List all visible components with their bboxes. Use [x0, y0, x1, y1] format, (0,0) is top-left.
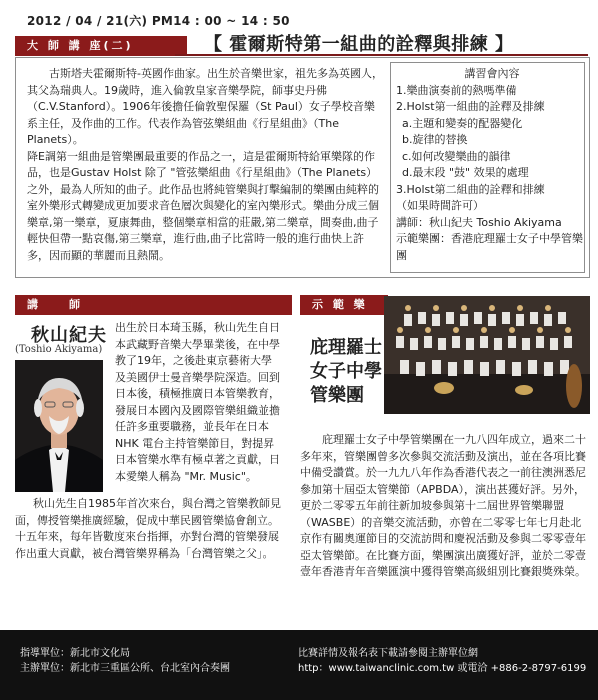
lecturer-name: 秋山紀夫 — [31, 325, 107, 346]
band-description: 庇理羅士女子中學管樂團在一九八四年成立，過來二十多年來，管樂團曾多次參與交流活動及演出，並在各項比賽中備受讚賞。於一九九八年作為香港代表之一前往澳洲悉尼參加第十屆亞太管樂節（APBDA），演出甚獲好評。另外，更於二零零五年前往新加坡參與第十二屆世界管樂聯盟 （WASBE）的音樂交流活動，亦曾在二零零七年七月赴北京作有關奧運節目的交流訪問和慶祝活動及參與二零零壹年亞太管樂節。在比賽方面，樂團演出廣獲好評，並於二零壹壹年香港青年音樂匯演中獲得管樂高級組別比賽銀獎殊榮。 — [300, 433, 586, 578]
schedule-item: 2.Holst第一組曲的詮釋及排練 — [396, 100, 545, 113]
page-title: 【 霍爾斯特第一組曲的詮釋與排練 】 — [204, 34, 514, 55]
section-label-text: 講 師 — [27, 298, 83, 311]
schedule-item: （如果時間許可） — [396, 199, 484, 212]
footer-info: 比賽詳情及報名表下載請參閱主辦單位網 — [298, 648, 478, 659]
schedule — [396, 66, 588, 264]
schedule-item: d.最末段 "鼓" 效果的處理 — [402, 166, 529, 179]
schedule-item: 3.Holst第二組曲的詮釋和排練 — [396, 182, 545, 196]
schedule-item: c.如何改變樂曲的韻律 — [402, 149, 511, 163]
footer-contact-link[interactable]: http：www.taiwanclinic.com.tw 或電洽 +886-2-8797-6199 — [298, 663, 587, 674]
section-label-masterclass — [15, 36, 187, 56]
schedule-item: b.旋律的替換 — [402, 133, 468, 146]
footer-organizers — [20, 646, 230, 676]
section-label-band — [300, 295, 388, 331]
schedule-item: a.主題和變奏的配器變化 — [402, 116, 523, 130]
section-label-text: 大 師 講 座(二) — [27, 39, 134, 52]
band-name-line: 管樂團 — [310, 385, 364, 406]
schedule-lecturer: 講師：秋山紀夫 Toshio Akiyama — [396, 215, 562, 229]
lecturer-bio-continued: 秋山先生自1985年首次來台，與台灣之管樂教師見面，傳授管樂推廣經驗，促成中華民國管樂協會創立。十五年來，每年皆數度來台指揮，亦對台灣的管樂發展作出重大貢獻，被台灣管樂界稱為「台灣管樂之父」。 — [15, 497, 281, 560]
lecturer-name-english: (Toshio Akiyama) — [15, 344, 103, 355]
band-name-line: 女子中學 — [310, 361, 382, 382]
intro-text — [27, 66, 385, 264]
footer-host-unit: 主辦單位：新北市三重區公所、台北室內合奏團 — [20, 663, 230, 674]
section-label-lecturer — [15, 295, 292, 315]
schedule-item: 1.樂曲演奏前的熱嗎準備 — [396, 83, 517, 97]
schedule-heading: 講習會內容 — [464, 67, 520, 80]
intro-paragraph: 古斯塔夫霍爾斯特-英國作曲家。出生於音樂世家，祖先多為英國人，其父為瑞典人。19歲時，進入倫敦皇家音樂學院，師事史丹佛（C.V.Stanford）。1906年後擔任倫敦聖保羅（St Paul）女子學校音樂系主任，及作曲的工作。代表作為管弦樂組曲《行星組曲》（The Planets）。 — [27, 67, 383, 146]
lecturer-photo — [15, 360, 103, 492]
band-name-line: 庇理羅士 — [310, 337, 382, 358]
footer-guide-unit: 指導單位：新北市文化局 — [20, 648, 130, 659]
section-label-text: 示 範 樂 團 — [312, 298, 368, 331]
schedule-demo-band: 示範樂團：香港庇理羅士女子中學管樂團 — [396, 232, 583, 262]
event-date: 2012 / 04 / 21(六) PM14 : 00 ~ 14 : 50 — [27, 14, 290, 28]
band-photo — [384, 296, 590, 414]
intro-paragraph: 降E調第一組曲是管樂團最重要的作品之一，這是霍爾斯特給軍樂隊的作品，也是Gustav Holst 除了 "管弦樂組曲《行星組曲》（The Planets）之外，最為人所知的曲子。此作品也將純管樂與打擊編制的樂團由純粹的室外樂形式轉變成更加要求音色層次與變化的室內樂形式。樂曲分成三個樂章,第一樂章，夏康舞曲，整個樂章相當的莊嚴,第二樂章，間奏曲,曲子輕快但帶一點哀傷,第三樂章，進行曲,曲子比當時一般的進行曲快上許多，因而顯的華麗而且熱鬧。 — [27, 149, 379, 262]
footer-contact — [298, 646, 586, 676]
footer — [0, 630, 598, 700]
lecturer-bio: 出生於日本琦玉縣，秋山先生自日本武藏野音樂大學畢業後，在中學教了19年，之後赴東京藝術大學及美國伊士曼音樂學院深造。回到日本後，積極推廣日本管樂教育，發展日本國內及國際管樂組織並擔任許多重要職務，並長年在日本NHK 電台主持管樂節目，對提昇日本管樂水準有極卓著之貢獻，日本愛樂人稱為 "Mr. Music"。 — [115, 321, 280, 483]
